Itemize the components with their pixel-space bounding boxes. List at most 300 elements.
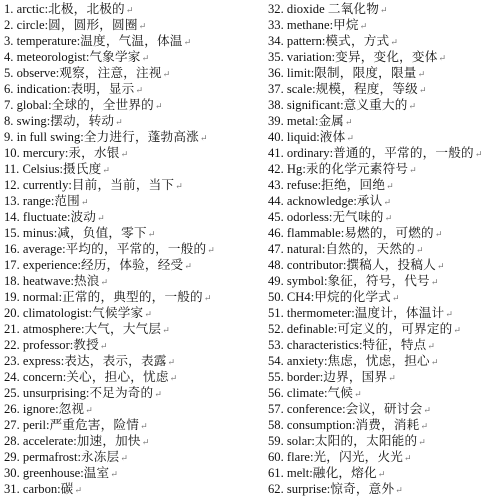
separator: : <box>80 130 84 144</box>
vocabulary-entry <box>4 81 262 97</box>
paragraph-mark: ↵ <box>183 37 192 47</box>
right-column <box>268 1 482 497</box>
entry-number: 58. <box>268 418 284 432</box>
english-term: swing <box>16 114 47 128</box>
separator: : <box>60 354 65 368</box>
entry-number: 53. <box>268 338 284 352</box>
entry-number: 27. <box>4 418 20 432</box>
separator: : <box>46 114 51 128</box>
separator: : <box>76 34 81 48</box>
entry-number: 17. <box>4 258 20 272</box>
chinese-definition: 撰稿人，投稿人 <box>346 258 436 272</box>
vocabulary-entry <box>4 273 262 289</box>
entry-number: 33. <box>268 18 284 32</box>
vocabulary-entry <box>268 49 476 65</box>
entry-number: 37. <box>268 82 284 96</box>
separator: : <box>328 210 333 224</box>
vocabulary-entry <box>268 321 476 337</box>
separator: : <box>46 418 50 432</box>
chinese-definition: 象征，符号，代号 <box>327 274 430 288</box>
entry-number: 57. <box>268 402 284 416</box>
separator: : <box>310 290 315 304</box>
paragraph-mark: ↵ <box>417 69 426 79</box>
entry-number: 8. <box>4 114 14 128</box>
paragraph-mark: ↵ <box>453 325 461 335</box>
english-term: arctic <box>16 2 45 16</box>
separator: : <box>53 226 58 240</box>
separator: : <box>340 226 345 240</box>
chinese-definition: 平均的，平常的，一般的 <box>65 242 207 256</box>
chinese-definition: 忽视 <box>58 402 85 416</box>
paragraph-mark: ↵ <box>346 133 354 143</box>
entry-number: 24. <box>4 370 20 384</box>
chinese-definition: 二氧化物 <box>327 2 380 16</box>
paragraph-mark: ↵ <box>203 293 212 303</box>
entry-number: 32. <box>268 2 284 16</box>
separator: : <box>319 370 324 384</box>
vocabulary-entry <box>4 193 262 209</box>
vocabulary-entry <box>4 433 262 449</box>
english-term: fluctuate <box>22 210 67 224</box>
english-term: mercury <box>22 146 65 160</box>
english-term: express <box>22 354 61 368</box>
vocabulary-entry <box>268 433 476 449</box>
vocabulary-entry <box>268 33 476 49</box>
chinese-definition: 教授 <box>73 338 99 352</box>
paragraph-mark: ↵ <box>384 213 393 223</box>
paragraph-mark: ↵ <box>430 357 439 367</box>
chinese-definition: 碳 <box>60 482 74 496</box>
separator: : <box>66 210 71 224</box>
vocabulary-entry <box>268 353 476 369</box>
vocabulary-entry <box>4 209 262 225</box>
chinese-definition: 易燃的，可燃的 <box>344 226 434 240</box>
chinese-definition: 融化，熔化 <box>312 466 377 480</box>
separator: : <box>310 66 315 80</box>
english-term: climate <box>286 386 324 400</box>
paragraph-mark: ↵ <box>427 341 435 351</box>
entry-number: 61. <box>268 466 284 480</box>
separator: : <box>340 98 344 112</box>
entry-number: 55. <box>268 370 284 384</box>
vocabulary-entry <box>268 401 476 417</box>
english-term: CH4 <box>286 290 311 304</box>
chinese-definition: 自然的，天然的 <box>325 242 415 256</box>
chinese-definition: 变异，变化，变体 <box>335 50 438 64</box>
entry-number: 1. <box>4 2 14 16</box>
english-term: metal <box>286 114 315 128</box>
vocabulary-entry <box>268 481 476 497</box>
paragraph-mark: ↵ <box>99 341 108 351</box>
english-term: ignore <box>22 402 56 416</box>
separator: : <box>358 338 363 352</box>
entry-number: 52. <box>268 322 284 336</box>
english-term: currently <box>22 178 69 192</box>
paragraph-mark: ↵ <box>167 357 176 367</box>
english-term: professor <box>22 338 70 352</box>
english-term: limit <box>286 66 311 80</box>
english-term: pattern <box>286 34 322 48</box>
vocabulary-entry <box>268 369 476 385</box>
english-term: circle <box>16 18 45 32</box>
chinese-definition: 甲烷 <box>333 18 359 32</box>
english-term: minus <box>22 226 54 240</box>
entry-number: 54. <box>268 354 284 368</box>
entry-number: 28. <box>4 434 20 448</box>
vocabulary-entry <box>4 337 262 353</box>
chinese-definition: 北极，北极的 <box>48 2 125 16</box>
vocabulary-entry <box>268 305 476 321</box>
chinese-definition: 严重危害，险情 <box>49 418 140 432</box>
paragraph-mark: ↵ <box>154 101 163 111</box>
vocabulary-entry <box>268 177 476 193</box>
separator: : <box>312 82 316 96</box>
entry-number: 42. <box>268 162 284 176</box>
entry-number: 45. <box>268 210 284 224</box>
english-term: thermometer <box>286 306 352 320</box>
paragraph-mark: ↵ <box>74 485 83 495</box>
english-term: in full swing <box>16 130 81 144</box>
vocabulary-entry <box>268 81 476 97</box>
paragraph-mark: ↵ <box>85 405 93 415</box>
vocabulary-entry <box>4 465 262 481</box>
entry-number: 30. <box>4 466 20 480</box>
vocabulary-entry <box>4 17 262 33</box>
vocabulary-entry <box>4 481 262 497</box>
separator: : <box>77 450 81 464</box>
paragraph-mark: ↵ <box>377 469 386 479</box>
paragraph-mark: ↵ <box>344 117 353 127</box>
vocabulary-entry <box>268 209 476 225</box>
chinese-definition: 表明，显示 <box>70 82 135 96</box>
entry-number: 20. <box>4 306 20 320</box>
separator: : <box>333 322 338 336</box>
separator: : <box>80 322 85 336</box>
chinese-definition: 汞，水银 <box>68 146 120 160</box>
paragraph-mark: ↵ <box>388 373 396 383</box>
separator: : <box>331 50 336 64</box>
english-term: greenhouse <box>22 466 81 480</box>
paragraph-mark: ↵ <box>418 85 427 95</box>
vocabulary-entry <box>268 129 476 145</box>
chinese-definition: 金属 <box>318 114 344 128</box>
english-term: permafrost <box>22 450 78 464</box>
english-term: odorless <box>286 210 329 224</box>
entry-number: 22. <box>4 338 20 352</box>
vocabulary-entry <box>4 401 262 417</box>
separator: : <box>302 162 306 176</box>
paragraph-mark: ↵ <box>144 309 152 319</box>
separator: : <box>80 466 84 480</box>
separator: : <box>64 146 69 160</box>
english-term: observe <box>16 66 56 80</box>
paragraph-mark: ↵ <box>420 421 428 431</box>
separator: : <box>69 338 74 352</box>
vocabulary-entry <box>268 465 476 481</box>
chinese-definition: 气象学家 <box>89 50 141 64</box>
paragraph-mark: ↵ <box>120 453 128 463</box>
paragraph-mark: ↵ <box>436 261 445 271</box>
english-term: peril <box>22 418 46 432</box>
paragraph-mark: ↵ <box>141 437 150 447</box>
entry-number: 2. <box>4 18 14 32</box>
english-term: border <box>286 370 320 384</box>
entry-number: 7. <box>4 98 14 112</box>
entry-number: 26. <box>4 402 20 416</box>
separator: : <box>77 258 81 272</box>
vocabulary-entry <box>4 369 262 385</box>
english-term: anxiety <box>286 354 324 368</box>
vocabulary-entry <box>268 17 476 33</box>
paragraph-mark: ↵ <box>102 165 110 175</box>
chinese-definition: 摆动，转动 <box>50 114 115 128</box>
entry-number: 16. <box>4 242 20 256</box>
vocabulary-entry <box>4 225 262 241</box>
paragraph-mark: ↵ <box>207 245 215 255</box>
chinese-definition: 观察，注意，注视 <box>59 66 162 80</box>
entry-number: 14. <box>4 210 20 224</box>
english-term: melt <box>286 466 310 480</box>
chinese-definition: 全力进行，蓬勃高涨 <box>83 130 199 144</box>
entry-number: 18. <box>4 274 20 288</box>
english-term: liquid <box>286 130 317 144</box>
entry-number: 19. <box>4 290 20 304</box>
chinese-definition: 气候学家 <box>92 306 144 320</box>
separator: : <box>57 482 61 496</box>
english-term: heatwave <box>22 274 71 288</box>
english-term: atmosphere <box>22 322 81 336</box>
vocabulary-entry <box>268 337 476 353</box>
english-term: contributor <box>286 258 343 272</box>
paragraph-mark: ↵ <box>474 149 482 159</box>
paragraph-mark: ↵ <box>434 229 443 239</box>
separator: : <box>73 434 77 448</box>
entry-number: 60. <box>268 450 284 464</box>
english-term: average <box>22 242 63 256</box>
entry-number: 49. <box>268 274 284 288</box>
separator: : <box>351 306 355 320</box>
english-term: definable <box>286 322 334 336</box>
english-term: characteristics <box>286 338 359 352</box>
entry-number: 35. <box>268 50 284 64</box>
separator: : <box>326 482 331 496</box>
separator: : <box>321 242 326 256</box>
english-term: dioxide <box>286 2 325 16</box>
left-column <box>4 1 262 497</box>
chinese-definition: 规模，程度，等级 <box>315 82 418 96</box>
separator: : <box>55 66 60 80</box>
english-term: carbon <box>22 482 58 496</box>
separator: : <box>50 194 55 208</box>
separator: : <box>88 306 93 320</box>
vocabulary-entry <box>4 65 262 81</box>
vocabulary-entry <box>4 353 262 369</box>
english-term: solar <box>286 434 312 448</box>
vocabulary-entry <box>4 49 262 65</box>
entry-number: 56. <box>268 386 284 400</box>
vocabulary-entry <box>268 161 476 177</box>
english-term: unsurprising <box>22 386 86 400</box>
vocabulary-entry <box>268 273 476 289</box>
vocabulary-entry <box>4 417 262 433</box>
entry-number: 41. <box>268 146 284 160</box>
english-term: significant <box>286 98 341 112</box>
separator: : <box>351 418 356 432</box>
english-term: Celsius <box>22 162 60 176</box>
vocabulary-entry <box>268 113 476 129</box>
paragraph-mark: ↵ <box>154 389 162 399</box>
chinese-definition: 特征，特点 <box>362 338 427 352</box>
paragraph-mark: ↵ <box>359 21 368 31</box>
english-term: indication <box>16 82 67 96</box>
entry-number: 10. <box>4 146 20 160</box>
entry-number: 12. <box>4 178 20 192</box>
entry-number: 47. <box>268 242 284 256</box>
entry-number: 59. <box>268 434 284 448</box>
paragraph-mark: ↵ <box>386 181 394 191</box>
paragraph-mark: ↵ <box>438 53 447 63</box>
entry-number: 3. <box>4 34 14 48</box>
english-term: global <box>16 98 49 112</box>
chinese-definition: 甲烷的化学式 <box>314 290 391 304</box>
english-term: natural <box>286 242 322 256</box>
vocabulary-entry <box>268 449 476 465</box>
paragraph-mark: ↵ <box>80 197 89 207</box>
entry-number: 34. <box>268 34 284 48</box>
paragraph-mark: ↵ <box>162 325 170 335</box>
chinese-definition: 摄氏度 <box>63 162 102 176</box>
vocabulary-entry <box>268 385 476 401</box>
chinese-definition: 加速，加快 <box>76 434 141 448</box>
chinese-definition: 波动 <box>70 210 97 224</box>
chinese-definition: 普通的，平常的，一般的 <box>333 146 474 160</box>
vocabulary-entry <box>4 33 262 49</box>
chinese-definition: 汞的化学元素符号 <box>305 162 409 176</box>
english-term: accelerate <box>22 434 74 448</box>
vocabulary-entry <box>268 193 476 209</box>
vocabulary-entry <box>4 305 262 321</box>
english-term: normal <box>22 290 59 304</box>
paragraph-mark: ↵ <box>199 133 208 143</box>
chinese-definition: 承认 <box>356 194 383 208</box>
entry-number: 36. <box>268 66 284 80</box>
vocabulary-entry <box>268 145 482 161</box>
entry-number: 40. <box>268 130 284 144</box>
chinese-definition: 经历，体验，经受 <box>80 258 184 272</box>
entry-number: 38. <box>268 98 284 112</box>
paragraph-mark: ↵ <box>409 165 417 175</box>
separator: : <box>44 18 49 32</box>
paragraph-mark: ↵ <box>120 149 129 159</box>
vocabulary-entry <box>4 289 262 305</box>
english-term: Hg <box>286 162 303 176</box>
entry-number: 48. <box>268 258 284 272</box>
paragraph-mark: ↵ <box>404 453 412 463</box>
entry-number: 15. <box>4 226 20 240</box>
chinese-definition: 无气味的 <box>332 210 384 224</box>
paragraph-mark: ↵ <box>408 101 417 111</box>
paragraph-mark: ↵ <box>423 405 431 415</box>
separator: : <box>309 466 313 480</box>
chinese-definition: 圆，圆形，圆圈 <box>48 18 138 32</box>
vocabulary-entry <box>4 145 262 161</box>
paragraph-mark: ↵ <box>418 437 426 447</box>
paragraph-mark: ↵ <box>125 5 134 15</box>
separator: : <box>323 354 328 368</box>
separator: : <box>55 402 59 416</box>
vocabulary-entry <box>268 257 476 273</box>
chinese-definition: 模式，方式 <box>325 34 390 48</box>
separator: : <box>316 130 320 144</box>
separator: : <box>59 162 64 176</box>
chinese-definition: 消费，消耗 <box>355 418 420 432</box>
paragraph-mark: ↵ <box>115 117 123 127</box>
entry-number: 4. <box>4 50 14 64</box>
english-term: conference <box>286 402 343 416</box>
chinese-definition: 关心，担心，忧虑 <box>66 370 169 384</box>
entry-number: 13. <box>4 194 20 208</box>
separator: : <box>66 82 71 96</box>
paragraph-mark: ↵ <box>110 469 118 479</box>
separator: : <box>58 290 63 304</box>
chinese-definition: 限制，限度，限量 <box>314 66 417 80</box>
vocabulary-entry <box>4 241 262 257</box>
paragraph-mark: ↵ <box>97 213 105 223</box>
chinese-definition: 大气，大气层 <box>84 322 162 336</box>
paragraph-mark: ↵ <box>415 245 424 255</box>
entry-number: 6. <box>4 82 14 96</box>
paragraph-mark: ↵ <box>380 5 388 15</box>
chinese-definition: 气候 <box>327 386 354 400</box>
vocabulary-entry <box>4 385 262 401</box>
paragraph-mark: ↵ <box>162 69 171 79</box>
paragraph-mark: ↵ <box>184 261 192 271</box>
vocabulary-entry <box>4 257 262 273</box>
chinese-definition: 焦虑，忧虑，担心 <box>327 354 430 368</box>
english-term: range <box>22 194 51 208</box>
chinese-definition: 全球的，全世界的 <box>51 98 154 112</box>
english-term: acknowledge <box>286 194 354 208</box>
chinese-definition: 液体 <box>319 130 346 144</box>
english-term: flare <box>286 450 310 464</box>
entry-number: 23. <box>4 354 20 368</box>
separator: : <box>329 146 334 160</box>
english-term: experience <box>22 258 78 272</box>
chinese-definition: 会议，研讨会 <box>345 402 423 416</box>
vocabulary-entry <box>4 97 262 113</box>
chinese-definition: 惊奇，意外 <box>330 482 395 496</box>
chinese-definition: 温度，气温，体温 <box>80 34 183 48</box>
chinese-definition: 边界，国界 <box>323 370 388 384</box>
separator: : <box>311 434 315 448</box>
paragraph-mark: ↵ <box>138 21 147 31</box>
chinese-definition: 永冻层 <box>80 450 120 464</box>
english-term: consumption <box>286 418 352 432</box>
english-term: flammable <box>286 226 341 240</box>
entry-number: 44. <box>268 194 284 208</box>
chinese-definition: 光，闪光，火光 <box>313 450 404 464</box>
separator: : <box>323 386 328 400</box>
paragraph-mark: ↵ <box>391 293 400 303</box>
separator: : <box>342 402 346 416</box>
entry-number: 31. <box>4 482 20 496</box>
separator: : <box>44 2 49 16</box>
chinese-definition: 范围 <box>54 194 80 208</box>
english-term: symbol <box>286 274 324 288</box>
vocabulary-entry <box>268 417 476 433</box>
separator: : <box>317 178 322 192</box>
paragraph-mark: ↵ <box>169 373 178 383</box>
